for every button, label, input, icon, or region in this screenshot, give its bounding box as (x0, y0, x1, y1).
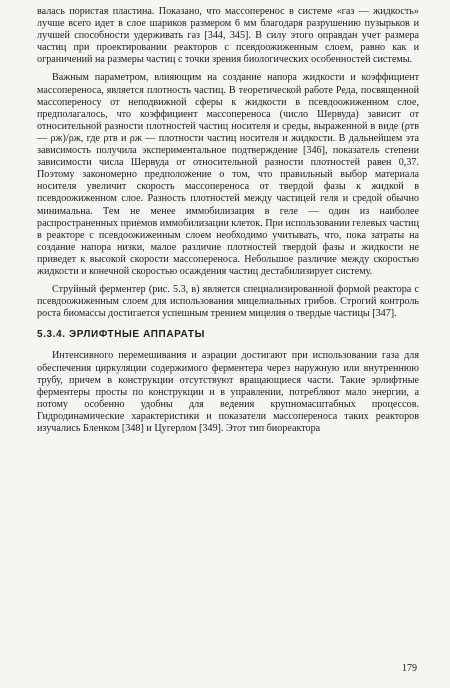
page-body (37, 6, 419, 435)
section-heading: 5.3.4. ЭРЛИФТНЫЕ АППАРАТЫ (37, 329, 205, 341)
paragraph-airlift: Интенсивного перемешивания и аэрации достигают при использовании газа для обеспечения циркуляции содержимого ферментера через наружную или внутреннюю трубу, причем в конструкции отсутствуют вращающиеся части. Такие эрлифтные ферментеры просты по конструкции и в управлении, потребляют мало энергии, а потому особенно удобны для ведения крупномасштабных процессов. Гидродинамические характеристики и показатели массопереноса таких реакторов изучались Бленком [348] и Цугерлом [349]. Этот тип биореактора (37, 350, 419, 434)
paragraph-intro: валась пористая пластина. Показано, что массоперенос в системе «газ — жидкость» лучше всего идет в слое шариков размером 6 мм благодаря разрушению пузырьков и лучшей способности удерживать газ [344, 345]. В силу этого оправдан учет размера частиц при проектировании реакторов с псевдоожиженным слоем, равно как и ограничений на размеры частиц с точки зрения биологических особенностей системы. (37, 6, 419, 66)
paragraph-jet-fermenter: Струйный ферментер (рис. 5.3, в) является специализированной формой реактора с псевдоожиженным слоем для использования мицелиальных грибов. Строгий контроль роста биомассы достигается успешным трением мицелия о твердые частицы [347]. (37, 284, 419, 320)
paragraph-density: Важным параметром, влияющим на создание напора жидкости и коэффициент массопереноса, является плотность частиц. В теоретической работе Реда, посвященной массопереносу от неподвижной сферы к жидкости в псевдоожиженном слое, предполагалось, что коэффициент массопереноса (число Шервуда) зависит от относительной разности плотностей частиц носителя и среды, выраженной в виде (ρтв — ρж)/ρж, где ρтв и ρж — плотности частиц носителя и жидкости. В дальнейшем эта зависимость получила экспериментальное подтверждение [346], показатель степени зависимости числа Шервуда от относительной разности плотностей равен 0,37. Поэтому закономерно предположение о том, что правильный выбор материала носителя увеличит скорость массопереноса от твердой фазы к жидкой в псевдоожиженном слое. Разность плотностей между частицей геля и средой обычно минимальна. Тем не менее иммобилизация в геле — один из наиболее распространенных приемов иммобилизации клеток. При использовании гелевых частиц в реакторе с псевдоожиженным слоем необходимо учитывать, что, пока затраты на создание напора низки, малое различие плотностей твердой фазы и жидкости не приведет к высокой скорости массопереноса. Небольшое различие между скоростью жидкости и конечной скоростью осаждения частиц дестабилизирует систему. (37, 72, 419, 277)
page-number: 179 (402, 663, 417, 674)
